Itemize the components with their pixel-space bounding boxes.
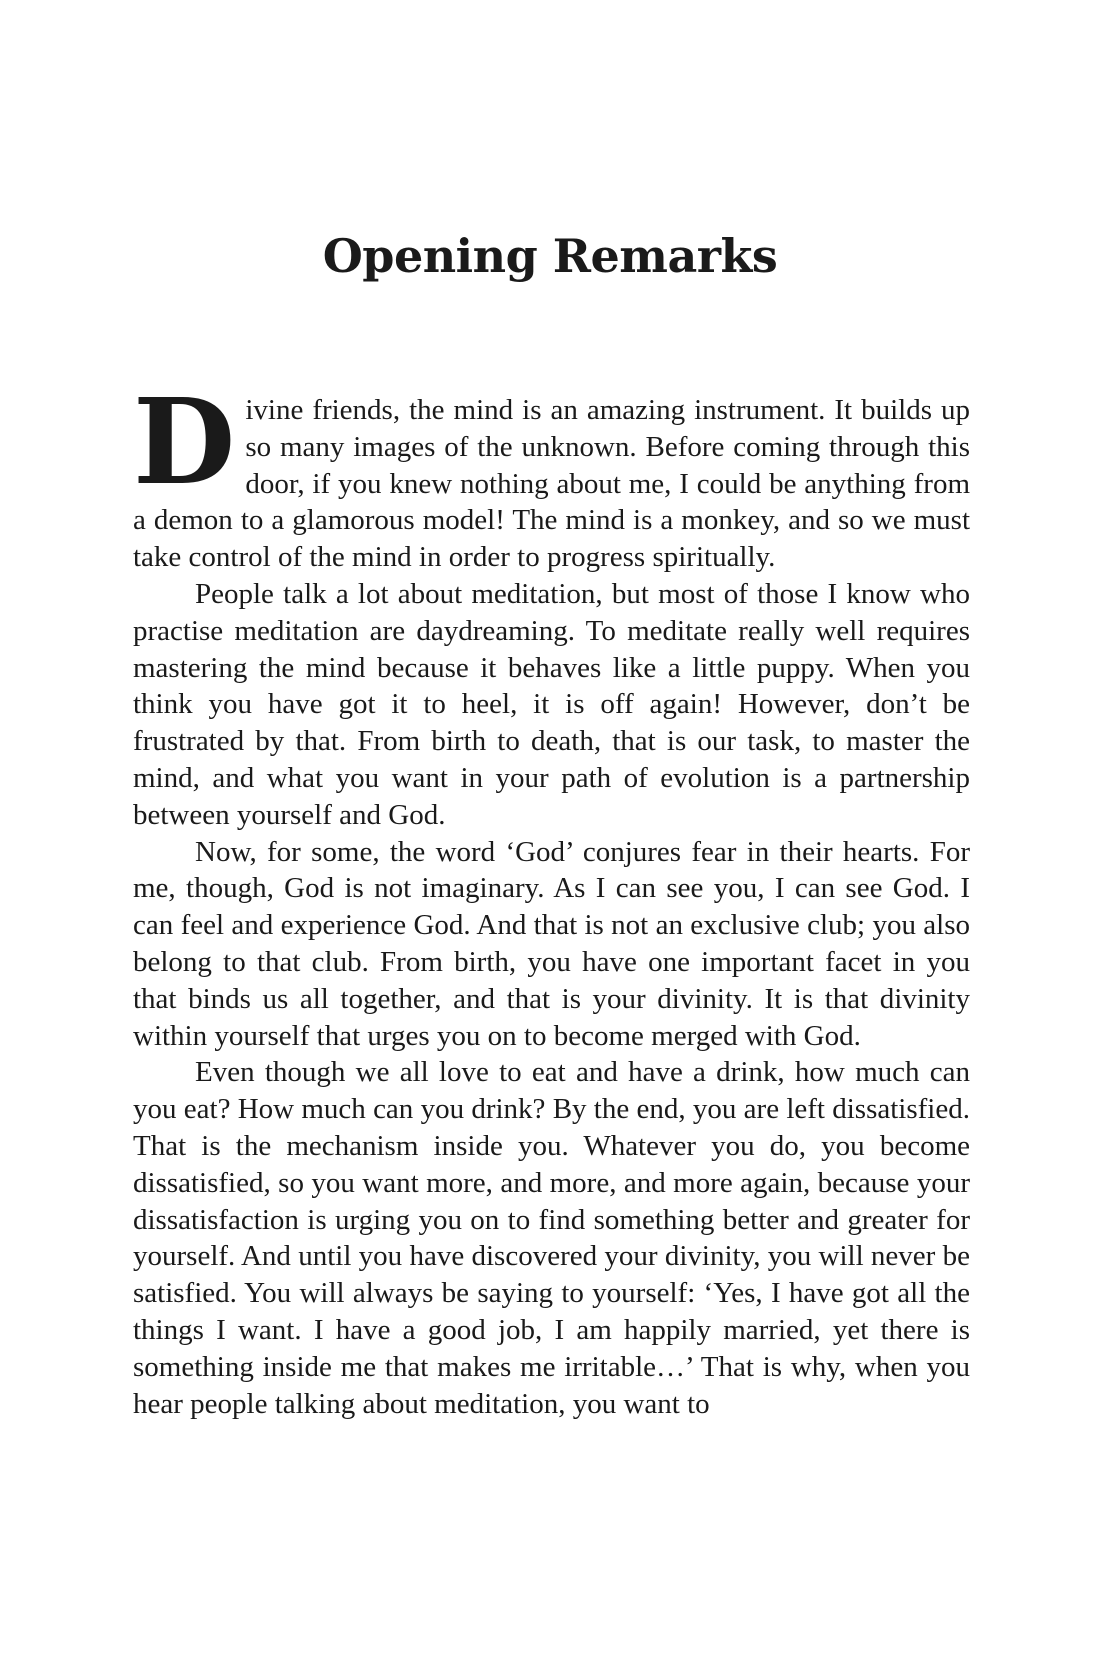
- paragraph-1: [133, 372, 970, 576]
- chapter-body: [133, 372, 970, 1422]
- paragraph-1-text: ivine friends, the mind is an amazing instrument. It builds up so many images of the unknown. Before coming through this door, if you knew nothing about me, I could be anything from a demon to a glamorous model! The mind is a monkey, and so we must take control of the mind in order to progress spiritually.: [133, 394, 970, 574]
- chapter-title: Opening Remarks: [322, 229, 778, 283]
- paragraph-3: Now, for some, the word ‘God’ conjures fear in their hearts. For me, though, God is not imaginary. As I can see you, I can see God. I can feel and experience God. And that is not an exclusive club; you also belong to that club. From birth, you have one important facet in you that binds us all together, and that is your divinity. It is that divinity within yourself that urges you on to become merged with God.: [133, 835, 970, 1052]
- paragraph-4: Even though we all love to eat and have a drink, how much can you eat? How much can you drink? By the end, you are left dissatisfied. That is the mechanism inside you. Whatever you do, you become dissatisfied, so you want more, and more, and more again, because your dissatisfaction is urging you on to find something better and greater for yourself. And until you have discovered your divinity, you will never be satisfied. You will always be saying to yourself: ‘Yes, I have got all the things I want. I have a good job, I am happily married, yet there is something inside me that makes me irritable…’ That is why, when you hear people talking about meditation, you want to: [133, 1056, 970, 1420]
- paragraph-2: People talk a lot about meditation, but most of those I know who practise meditation are daydreaming. To meditate really well requires mastering the mind because it behaves like a little puppy. When you think you have got it to heel, it is off again! However, don’t be frustrated by that. From birth to death, that is our task, to master the mind, and what you want in your path of evolution is a partnership between yourself and God.: [133, 577, 970, 831]
- drop-cap: D: [133, 372, 236, 511]
